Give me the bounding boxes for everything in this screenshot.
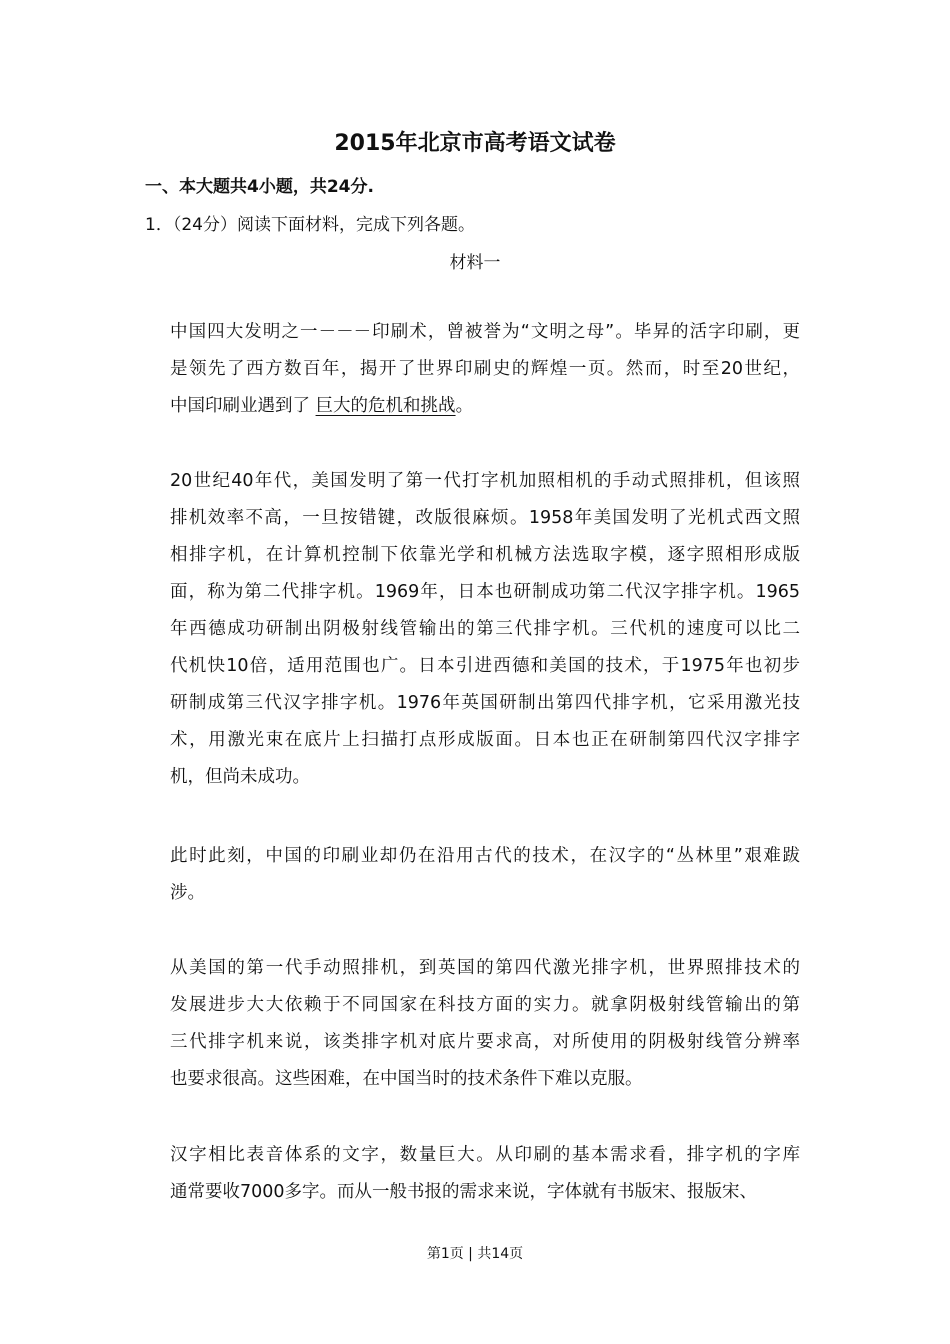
page-footer: 第1页 | 共14页 bbox=[426, 1246, 524, 1262]
underlined-phrase: 巨大的危机和挑战 bbox=[315, 396, 456, 416]
paragraph-line: 中国四大发明之一－－－印刷术，曾被誉为“文明之母”。毕昇的活字印刷，更 bbox=[170, 322, 800, 342]
paragraph-line: 研制成第三代汉字排字机。1976年英国研制出第四代排字机，它采用激光技 bbox=[170, 693, 800, 713]
line-text: 。 bbox=[455, 396, 474, 416]
paragraph-line: 排机效率不高，一旦按错键，改版很麻烦。1958年美国发明了光机式西文照 bbox=[170, 508, 800, 528]
paragraph-1 bbox=[170, 314, 800, 425]
paragraph-line: 机，但尚未成功。 bbox=[170, 767, 310, 787]
paragraph-line: 涉。 bbox=[170, 883, 205, 903]
paragraph-line: 发展进步大大依赖于不同国家在科技方面的实力。就拿阴极射线管输出的第 bbox=[170, 995, 800, 1015]
material-label: 材料一 bbox=[449, 253, 501, 273]
paragraph-line: 相排字机，在计算机控制下依靠光学和机械方法选取字模，逐字照相形成版 bbox=[170, 545, 800, 565]
document-title: 2015年北京市高考语文试卷 bbox=[334, 131, 616, 156]
section-heading: 一、本大题共4小题，共24分. bbox=[145, 177, 374, 197]
paragraph-line: 也要求很高。这些困难，在中国当时的技术条件下难以克服。 bbox=[170, 1069, 643, 1089]
paragraph-5 bbox=[170, 1137, 800, 1211]
line-text: 中国印刷业遇到了 bbox=[170, 396, 316, 416]
paragraph-line: 汉字相比表音体系的文字，数量巨大。从印刷的基本需求看，排字机的字库 bbox=[170, 1145, 800, 1165]
paragraph-line: 代机快10倍，适用范围也广。日本引进西德和美国的技术，于1975年也初步 bbox=[170, 656, 800, 676]
paragraph-line: 面，称为第二代排字机。1969年，日本也研制成功第二代汉字排字机。1965 bbox=[170, 582, 800, 602]
paragraph-line: 是领先了西方数百年，揭开了世界印刷史的辉煌一页。然而，时至20世纪， bbox=[170, 359, 800, 379]
paragraph-line: 从美国的第一代手动照排机，到英国的第四代激光排字机，世界照排技术的 bbox=[170, 958, 800, 978]
paragraph-line: 20世纪40年代，美国发明了第一代打字机加照相机的手动式照排机，但该照 bbox=[170, 471, 800, 491]
paragraph-line: 通常要收7000多字。而从一般书报的需求来说，字体就有书版宋、报版宋、 bbox=[170, 1182, 758, 1202]
paragraph-line: 术，用激光束在底片上扫描打点形成版面。日本也正在研制第四代汉字排字 bbox=[170, 730, 800, 750]
paragraph-3 bbox=[170, 838, 800, 912]
paragraph-line: 三代排字机来说，该类排字机对底片要求高，对所使用的阴极射线管分辨率 bbox=[170, 1032, 800, 1052]
paragraph-4 bbox=[170, 950, 800, 1098]
paragraph-line bbox=[170, 388, 800, 425]
question-1-prompt: 1．（24分）阅读下面材料，完成下列各题。 bbox=[145, 215, 475, 235]
paragraph-line: 此时此刻，中国的印刷业却仍在沿用古代的技术，在汉字的“丛林里”艰难跋 bbox=[170, 846, 800, 866]
paragraph-2 bbox=[170, 463, 800, 796]
paragraph-line: 年西德成功研制出阴极射线管输出的第三代排字机。三代机的速度可以比二 bbox=[170, 619, 800, 639]
